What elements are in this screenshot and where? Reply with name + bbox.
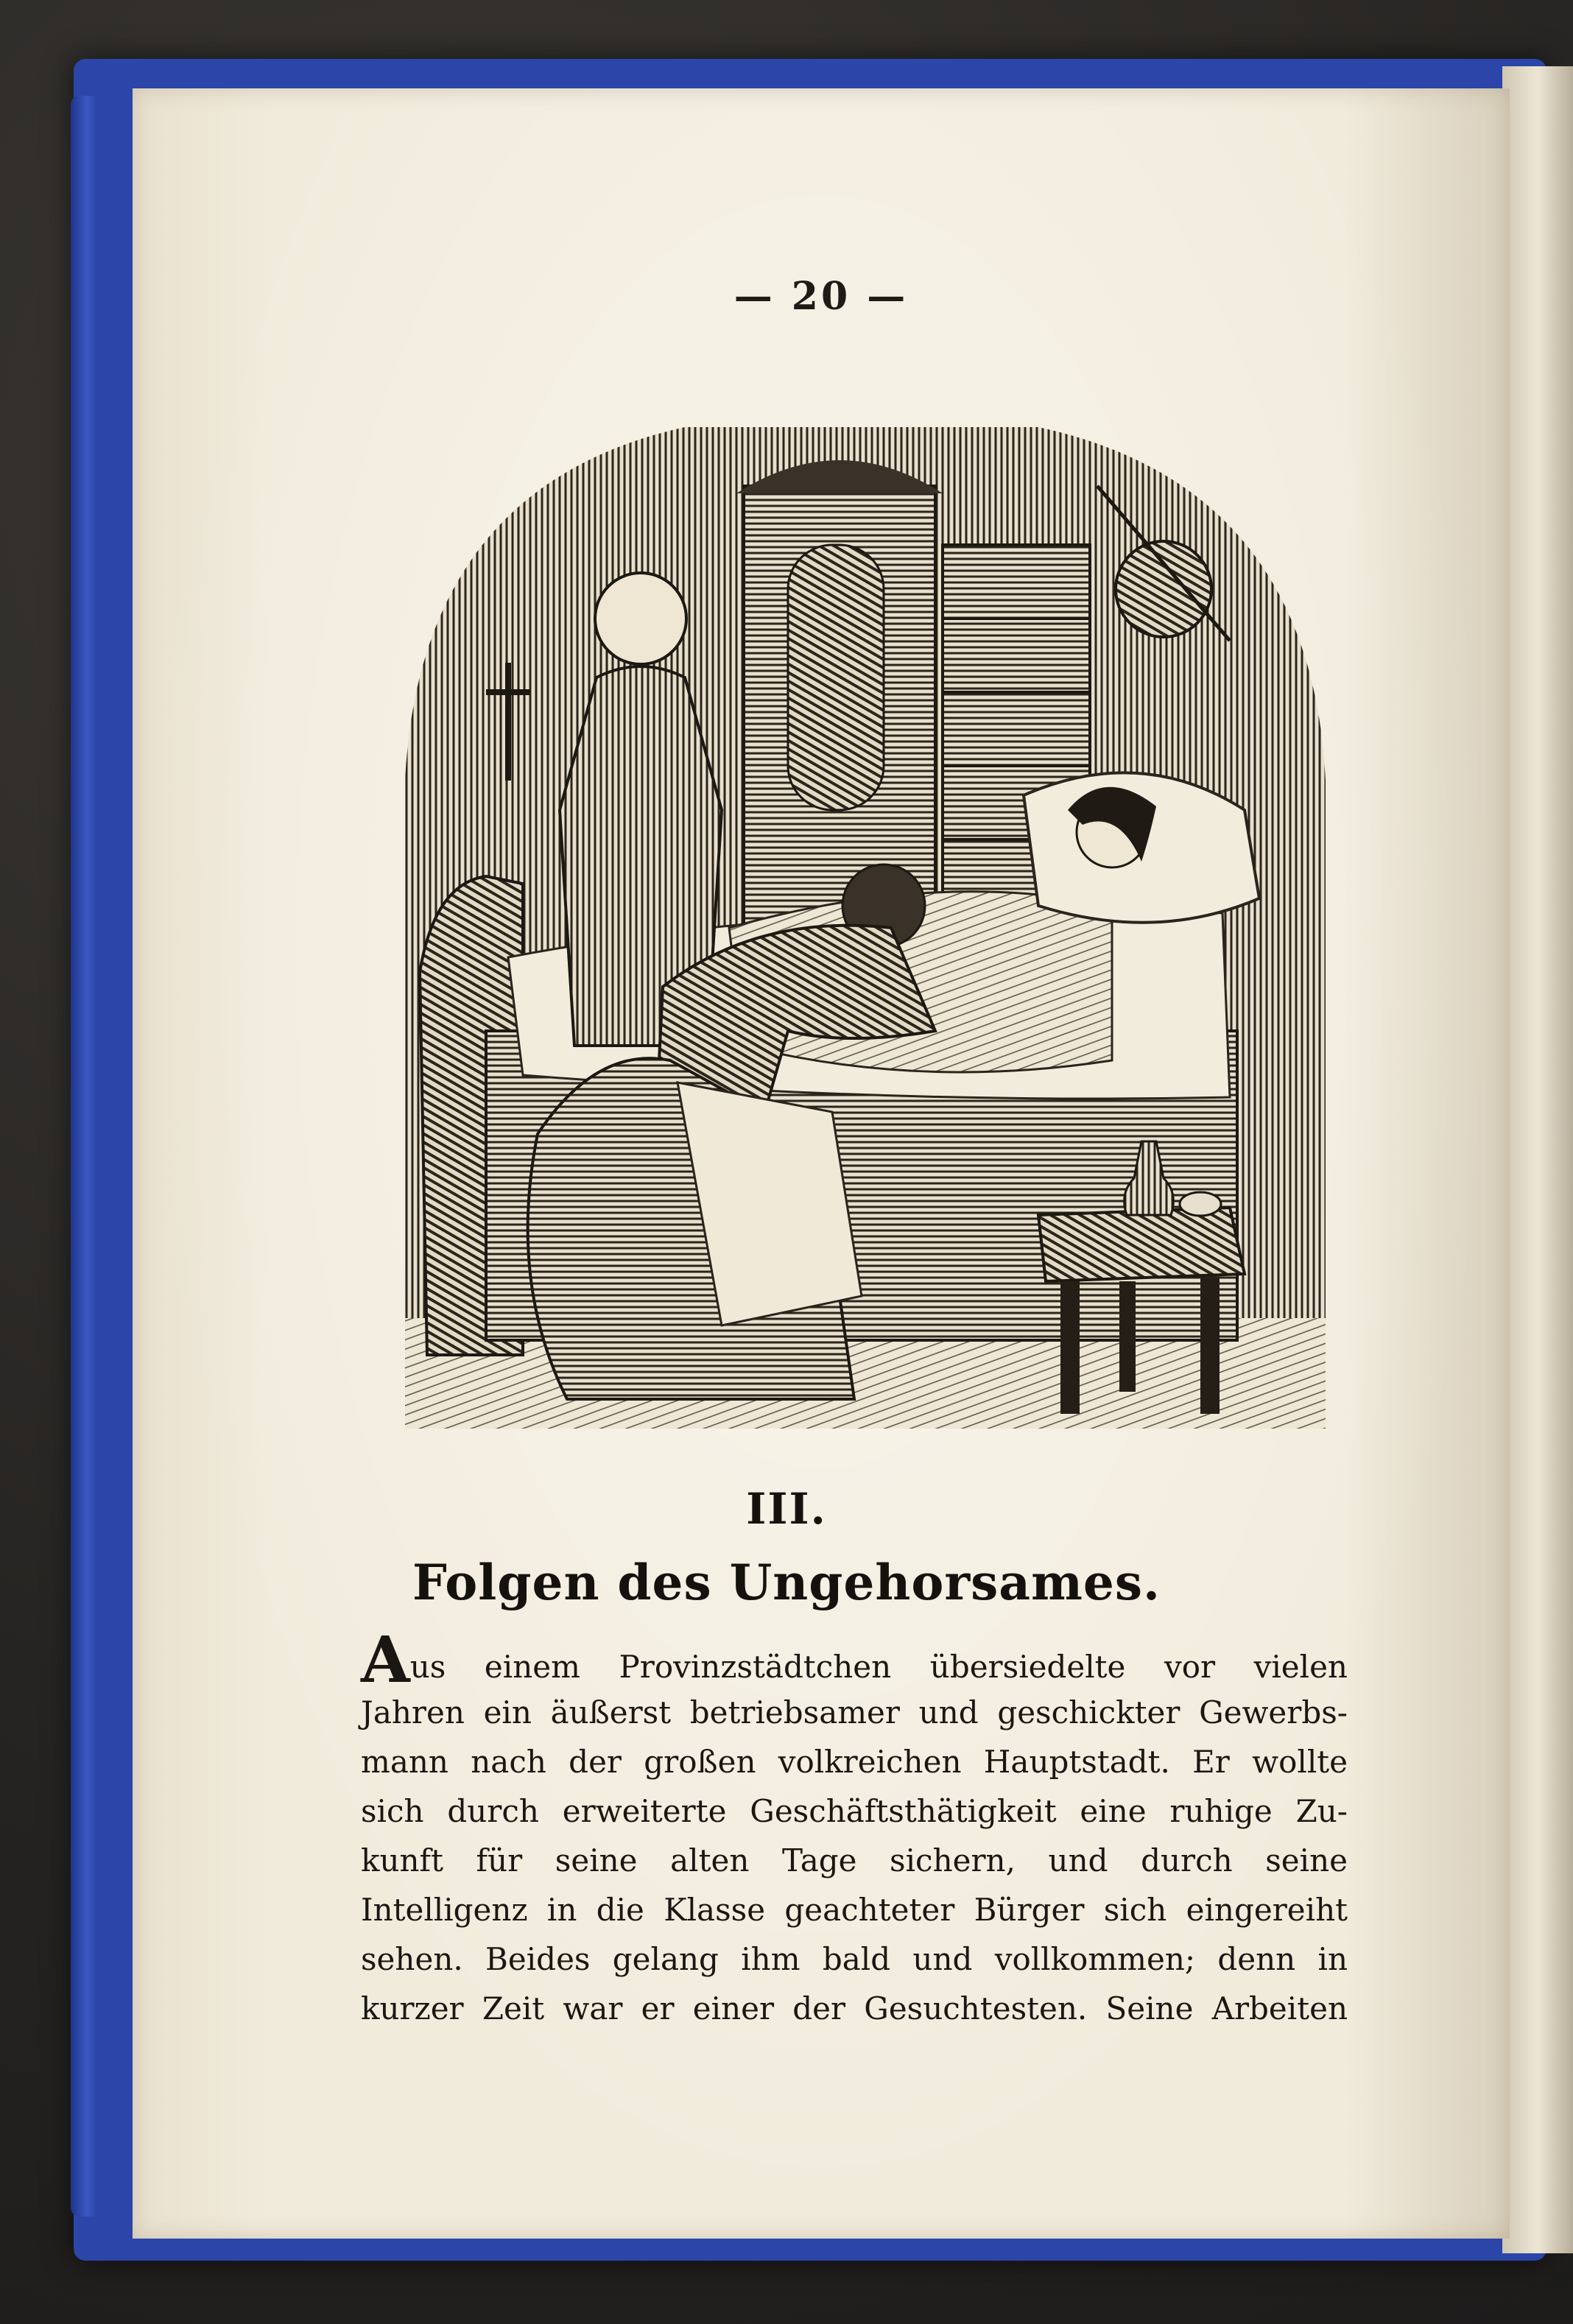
- text-line-1: [361, 1623, 1348, 1697]
- facing-page-edge: [1502, 66, 1573, 2253]
- text-line-6: Intelligenz in die Klasse geachteter Bürger sich eingereiht: [361, 1892, 1348, 1928]
- text-line-1-content: us einem Provinzstädtchen übersiedelte vor vielen: [409, 1649, 1348, 1685]
- text-line-8: kurzer Zeit war er einer der Gesuchtesten. Seine Arbeiten: [361, 1990, 1348, 2027]
- text-line-5: kunft für seine alten Tage sichern, und durch seine: [361, 1842, 1348, 1878]
- text-line-7: sehen. Beides gelang ihm bald und vollkommen; denn in: [361, 1941, 1348, 1977]
- text-line-4: sich durch erweiterte Geschäftsthätigkeit eine ruhige Zu-: [361, 1793, 1348, 1829]
- engraving-illustration: [376, 398, 1348, 1473]
- chapter-title: Folgen des Ungehorsames.: [412, 1554, 1161, 1611]
- body-text: [361, 1623, 1348, 2033]
- dropcap: A: [361, 1623, 410, 1697]
- text-line-2: Jahren ein äußerst betriebsamer und geschickter Gewerbs-: [361, 1694, 1348, 1730]
- chapter-number: III.: [746, 1484, 827, 1534]
- page-number: — 20 —: [733, 274, 909, 319]
- text-line-3: mann nach der großen volkreichen Hauptstadt. Er wollte: [361, 1744, 1348, 1780]
- cover-spine-edge: [71, 96, 97, 2216]
